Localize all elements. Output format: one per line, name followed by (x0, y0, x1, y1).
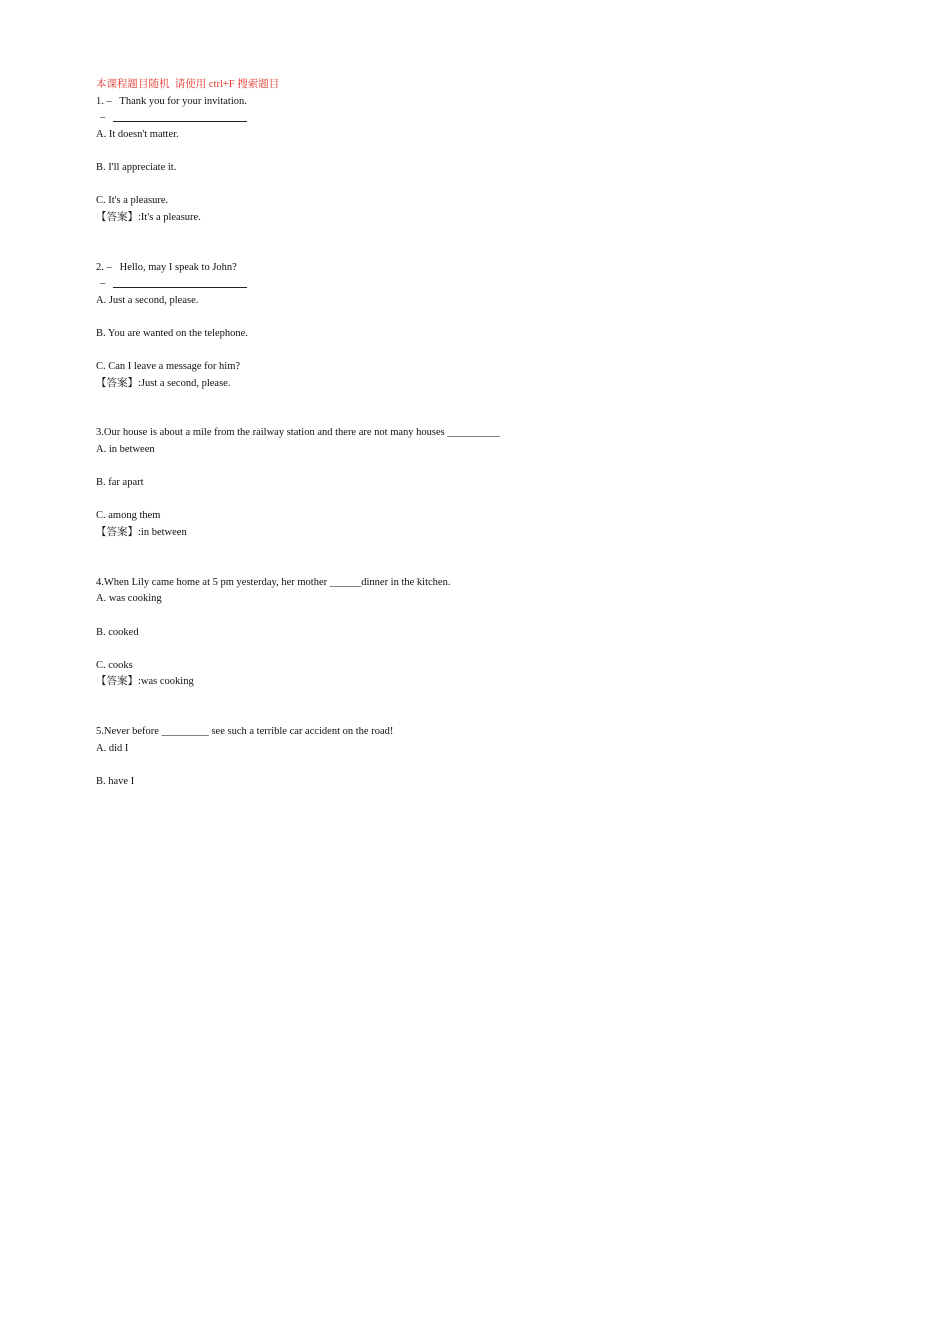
option-c: C. Can I leave a message for him? (96, 361, 241, 373)
spacer (96, 309, 856, 326)
answer-label: 【答案】: (96, 676, 141, 688)
spacer (96, 608, 856, 625)
option-a: A. in between (96, 444, 155, 456)
question-3 (96, 425, 856, 541)
option-c: C. among them (96, 510, 161, 522)
spacer (96, 226, 856, 243)
option-a: A. Just a second, please. (96, 294, 199, 306)
spacer (96, 708, 856, 725)
reply-blank (96, 110, 856, 127)
spacer (96, 177, 856, 194)
spacer (96, 757, 856, 774)
answer-label: 【答案】: (96, 211, 141, 223)
reply-dash: – (100, 278, 106, 290)
option-c: C. It's a pleasure. (96, 195, 169, 207)
answer-text: was cooking (140, 676, 194, 688)
spacer (96, 143, 856, 160)
spacer (96, 243, 856, 260)
question-stem: 2. – Hello, may I speak to John? (96, 261, 237, 273)
question-5 (96, 724, 856, 790)
spacer (96, 542, 856, 559)
answer-text: It's a pleasure. (140, 211, 201, 223)
question-4 (96, 575, 856, 691)
option-b: B. far apart (96, 477, 144, 489)
answer-line (96, 525, 856, 542)
option-a: A. was cooking (96, 593, 162, 605)
question-stem: 1. – Thank you for your invitation. (96, 95, 247, 107)
answer-label: 【答案】: (96, 377, 141, 389)
option-b: B. have I (96, 775, 135, 787)
option-c: C. cooks (96, 659, 133, 671)
spacer (96, 343, 856, 360)
spacer (96, 558, 856, 575)
spacer (96, 492, 856, 509)
option-b: B. You are wanted on the telephone. (96, 327, 248, 339)
spacer (96, 392, 856, 409)
search-notice: 本课程题目随机 请使用 ctrl+F 搜索题目 (96, 79, 280, 90)
answer-line (96, 210, 856, 227)
answer-text: in between (140, 527, 187, 539)
question-2 (96, 260, 856, 393)
spacer (96, 409, 856, 426)
option-a: A. It doesn't matter. (96, 128, 179, 140)
spacer (96, 459, 856, 476)
question-stem: 5.Never before _________ see such a terrible car accident on the road! (96, 726, 394, 738)
answer-label: 【答案】: (96, 527, 141, 539)
answer-blank-line (113, 287, 247, 288)
document-page (96, 77, 856, 791)
reply-blank (96, 276, 856, 293)
answer-line (96, 674, 856, 691)
spacer (96, 641, 856, 658)
question-stem: 4.When Lily came home at 5 pm yesterday, her mother ______dinner in the kitchen. (96, 576, 451, 588)
answer-line (96, 376, 856, 393)
reply-dash: – (100, 112, 106, 124)
question-1 (96, 94, 856, 227)
answer-blank-line (113, 121, 247, 122)
option-a: A. did I (96, 742, 129, 754)
question-stem: 3.Our house is about a mile from the railway station and there are not many houses __________ (96, 427, 500, 439)
spacer (96, 691, 856, 708)
answer-text: Just a second, please. (140, 377, 231, 389)
option-b: B. cooked (96, 626, 139, 638)
option-b: B. I'll appreciate it. (96, 161, 177, 173)
